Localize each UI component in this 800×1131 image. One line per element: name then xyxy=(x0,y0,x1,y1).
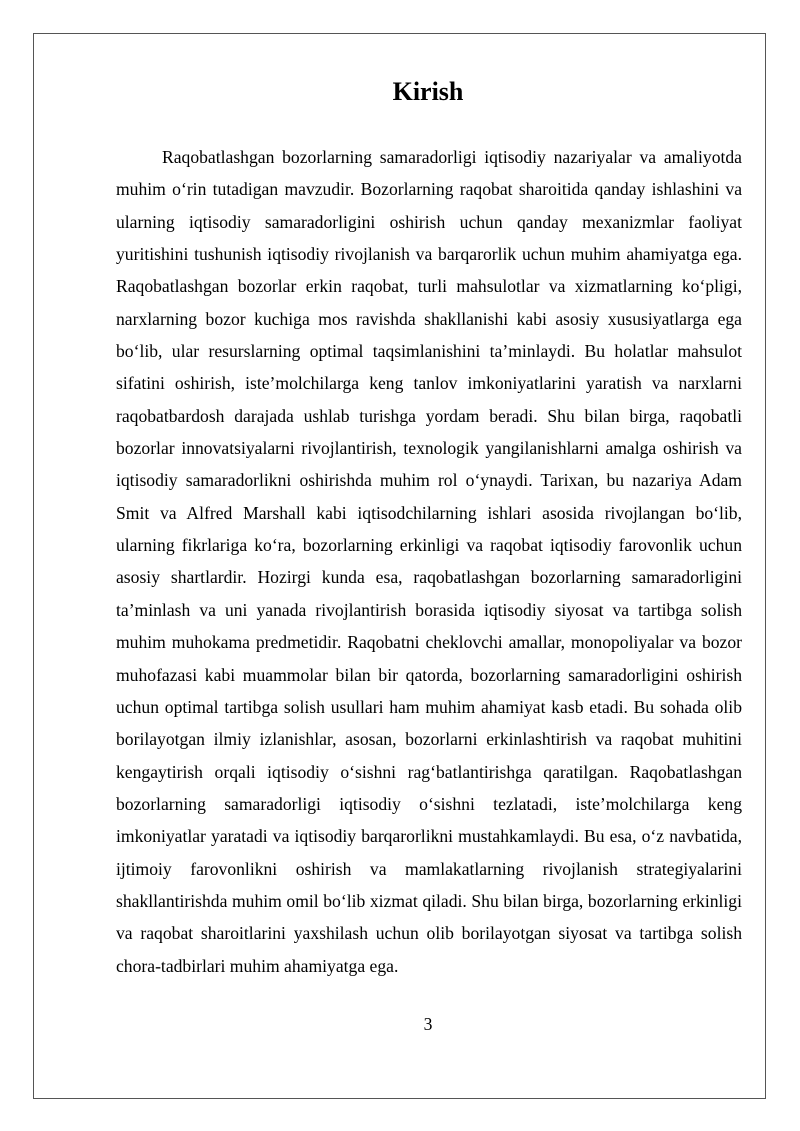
body-paragraph: Raqobatlashgan bozorlarning samaradorligi iqtisodiy nazariyalar va amaliyotda muhim o‘rin tutadigan mavzudir. Bozorlarning raqobat sharoitida qanday ishlashini va ularning iqtisodiy samaradorligini oshirish uchun qanday mexanizmlar faoliyat yuritishini tushunish iqtisodiy rivojlanish va barqarorlik uchun muhim ahamiyatga ega. Raqobatlashgan bozorlar erkin raqobat, turli mahsulotlar va xizmatlarning ko‘pligi, narxlarning bozor kuchiga mos ravishda shakllanishi kabi asosiy xususiyatlarga ega bo‘lib, ular resurslarning optimal taqsimlanishini ta’minlaydi. Bu holatlar mahsulot sifatini oshirish, iste’molchilarga keng tanlov imkoniyatlarini yaratish va narxlarni raqobatbardosh darajada ushlab turishga yordam beradi. Shu bilan birga, raqobatli bozorlar innovatsiyalarni rivojlantirish, texnologik yangilanishlarni amalga oshirish va iqtisodiy samaradorlikni oshirishda muhim rol o‘ynaydi. Tarixan, bu nazariya Adam Smit va Alfred Marshall kabi iqtisodchilarning ishlari asosida rivojlangan bo‘lib, ularning fikrlariga ko‘ra, bozorlarning erkinligi va raqobat iqtisodiy farovonlik uchun asosiy shartlardir. Hozirgi kunda esa, raqobatlashgan bozorlarning samaradorligini ta’minlash va uni yanada rivojlantirish borasida iqtisodiy siyosat va tartibga solish muhim muhokama predmetidir. Raqobatni cheklovchi amallar, monopoliyalar va bozor muhofazasi kabi muammolar bilan bir qatorda, bozorlarning samaradorligini oshirish uchun optimal tartibga solish usullari ham muhim ahamiyat kasb etadi. Bu sohada olib borilayotgan ilmiy izlanishlar, asosan, bozorlarni erkinlashtirish va raqobat muhitini kengaytirish orqali iqtisodiy o‘sishni rag‘batlantirishga qaratilgan. Raqobatlashgan bozorlarning samaradorligi iqtisodiy o‘sishni tezlatadi, iste’molchilarga keng imkoniyatlar yaratadi va iqtisodiy barqarorlikni mustahkamlaydi. Bu esa, o‘z navbatida, ijtimoiy farovonlikni oshirish va mamlakatlarning rivojlanish strategiyalarini shakllantirishda muhim omil bo‘lib xizmat qiladi. Shu bilan birga, bozorlarning erkinligi va raqobat sharoitlarini yaxshilash uchun olib borilayotgan siyosat va tartibga solish chora-tadbirlari muhim ahamiyatga ega. xyxy=(116,147,742,976)
document-title: Kirish xyxy=(392,77,464,106)
page-number: 3 xyxy=(423,1014,433,1034)
